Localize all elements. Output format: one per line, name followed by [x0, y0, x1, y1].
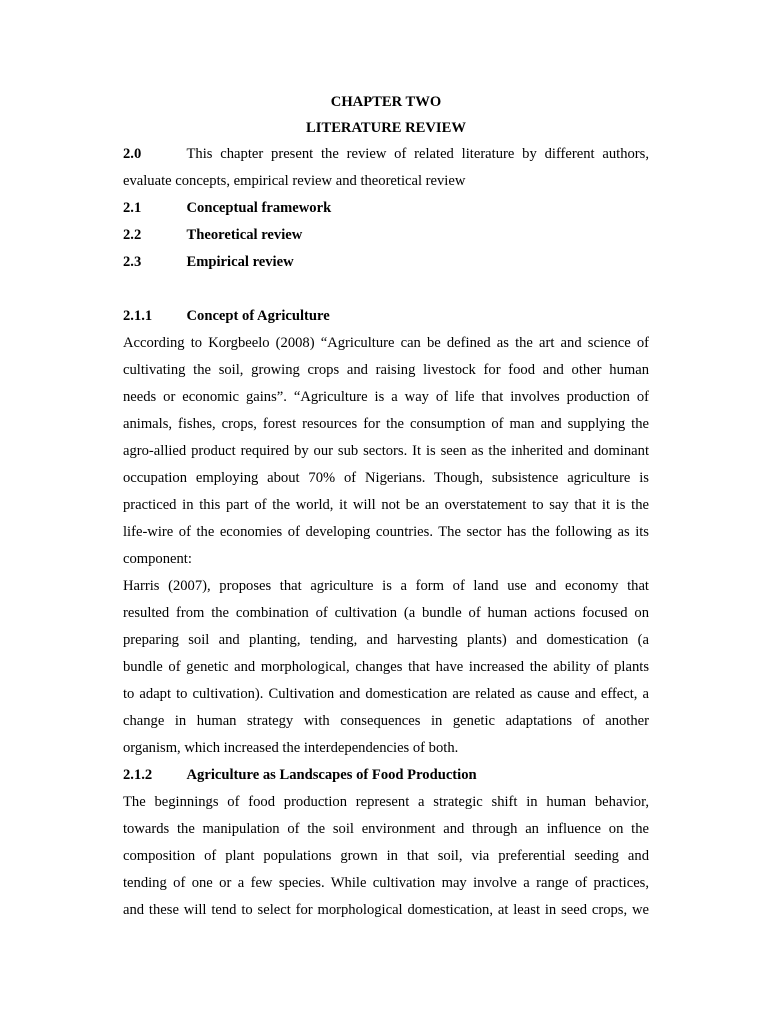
paragraph-line: to adapt to cultivation). Cultivation and domestication are related as cause and effect, a: [123, 686, 649, 702]
section-title: LITERATURE REVIEW: [306, 120, 466, 136]
paragraph-line: and these will tend to select for morphological domestication, at least in seed crops, we: [123, 902, 649, 918]
subsection-heading-2-1-1: [123, 303, 649, 330]
paragraph-line: The beginnings of food production represent a strategic shift in human behavior,: [123, 794, 649, 810]
paragraph-line: towards the manipulation of the soil environment and through an influence on the: [123, 821, 649, 837]
paragraph-line: preparing soil and planting, tending, and harvesting plants) and domestication (a: [123, 632, 649, 648]
document-page: [123, 89, 649, 924]
subsection-title: Agriculture as Landscapes of Food Production: [186, 767, 477, 783]
outline-item: [123, 249, 649, 276]
paragraph-food-production: [123, 789, 649, 924]
paragraph-line: Harris (2007), proposes that agriculture is a form of land use and economy that: [123, 578, 649, 594]
paragraph-line: resulted from the combination of cultivation (a bundle of human actions focused on: [123, 605, 649, 621]
intro-number: 2.0: [123, 146, 142, 162]
outline-title: Theoretical review: [186, 227, 303, 243]
outline-item: [123, 195, 649, 222]
outline-number: 2.2: [123, 227, 142, 243]
paragraph-line: cultivating the soil, growing crops and raising livestock for food and other human: [123, 362, 649, 378]
intro-line-1: This chapter present the review of related literature by different authors,: [186, 146, 649, 162]
paragraph-line: animals, fishes, crops, forest resources for the consumption of man and supplying the: [123, 416, 649, 432]
paragraph-line: change in human strategy with consequences in genetic adaptations of another: [123, 713, 649, 729]
subsection-heading-2-1-2: [123, 762, 649, 789]
paragraph-line: practiced in this part of the world, it will not be an overstatement to say that it is the: [123, 497, 649, 513]
paragraph-line: tending of one or a few species. While cultivation may involve a range of practices,: [123, 875, 649, 891]
subsection-number: 2.1.2: [123, 767, 153, 783]
outline-item: [123, 222, 649, 249]
paragraph-line: occupation employing about 70% of Nigerians. Though, subsistence agriculture is: [123, 470, 649, 486]
paragraph-agriculture-definition: [123, 330, 649, 573]
paragraph-line: agro-allied product required by our sub sectors. It is seen as the inherited and dominant: [123, 443, 649, 459]
subsection-title: Concept of Agriculture: [186, 308, 330, 324]
paragraph-line: organism, which increased the interdependencies of both.: [123, 740, 459, 756]
outline-number: 2.1: [123, 200, 142, 216]
paragraph-line: life-wire of the economies of developing countries. The sector has the following as its: [123, 524, 649, 540]
intro-paragraph: [123, 141, 649, 168]
chapter-title: CHAPTER TWO: [330, 94, 442, 110]
spacer: [123, 276, 649, 303]
paragraph-line: bundle of genetic and morphological, changes that have increased the ability of plants: [123, 659, 649, 675]
paragraph-line: composition of plant populations grown in that soil, via preferential seeding and: [123, 848, 649, 864]
paragraph-line: component:: [123, 551, 192, 567]
outline-title: Empirical review: [186, 254, 294, 270]
intro-line-2: evaluate concepts, empirical review and theoretical review: [123, 173, 466, 189]
paragraph-harris: [123, 573, 649, 762]
paragraph-line: needs or economic gains”. “Agriculture is a way of life that involves production of: [123, 389, 649, 405]
outline-title: Conceptual framework: [186, 200, 332, 216]
subsection-number: 2.1.1: [123, 308, 153, 324]
outline-number: 2.3: [123, 254, 142, 270]
paragraph-line: According to Korgbeelo (2008) “Agriculture can be defined as the art and science of: [123, 335, 649, 351]
